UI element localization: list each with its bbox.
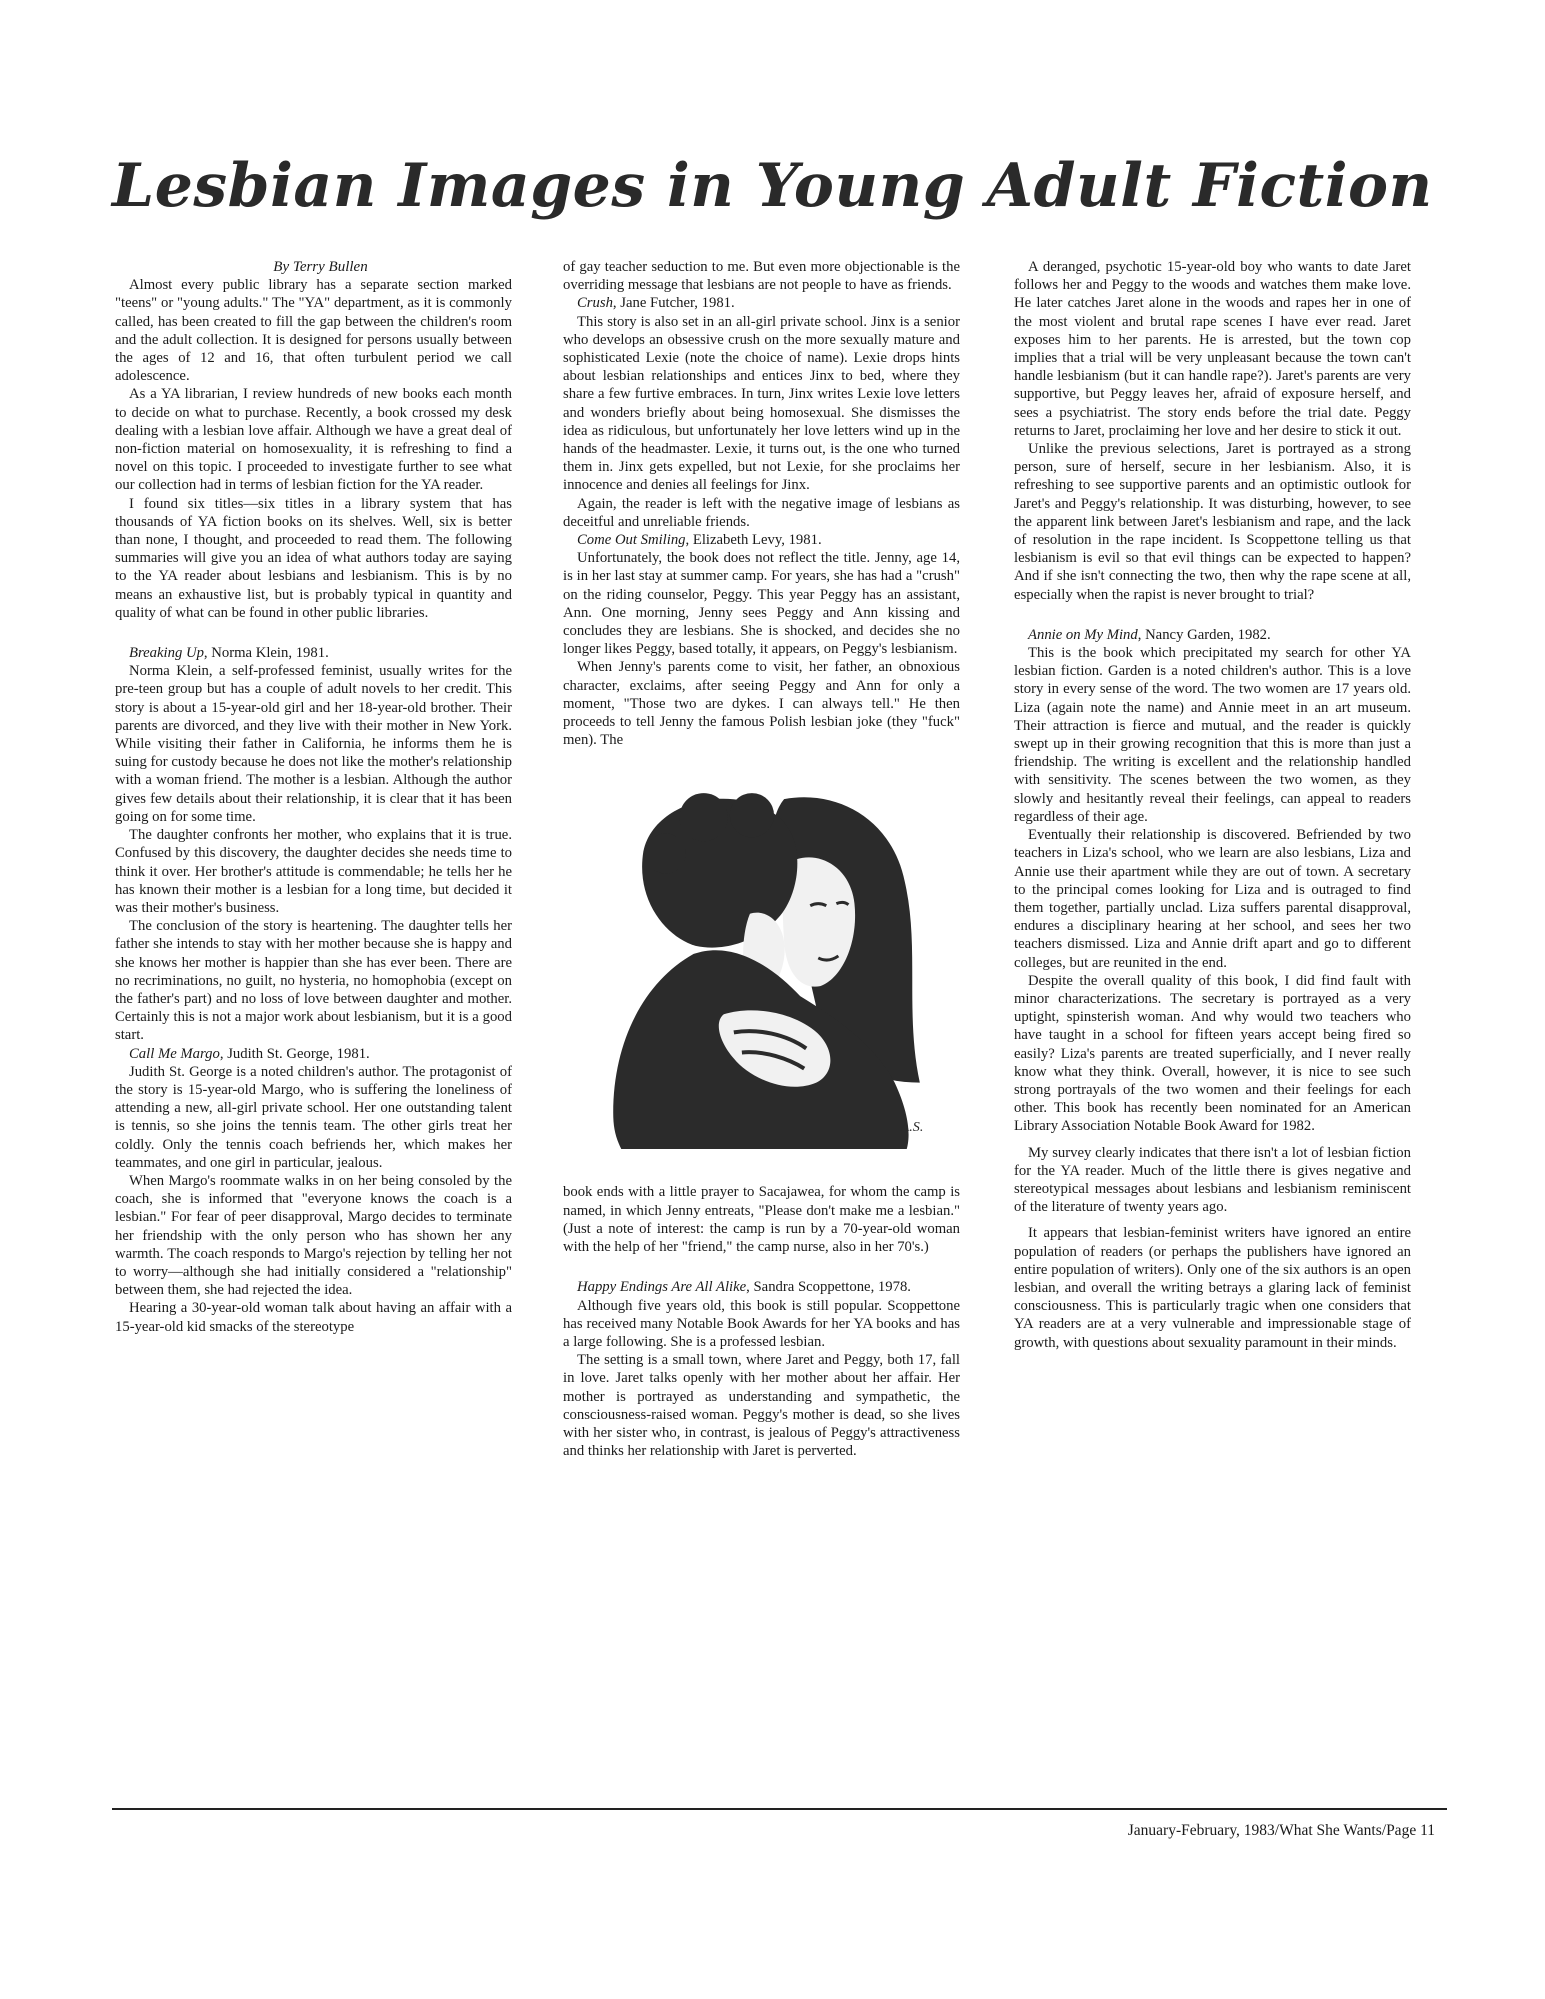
book-heading-crush <box>563 294 960 312</box>
book-title: Come Out Smiling <box>577 532 686 549</box>
review-paragraph: This story is also set in an all-girl private school. Jinx is a senior who develops an obsessive crush on the more sexually mature and sophisticated Lexie (note the choice of name). Lexie drops hints about lesbian relationships and entices Jinx to bed, where they share a few furtive embraces. In turn, Jinx writes Lexie love letters and wonders briefly about being homosexual. She dismisses the idea as ridiculous, but unfortunately her love letters wind up in the hands of the headmaster. Lexie, it turns out, is the one who turned them in. Jinx gets expelled, but not Lexie, for she proclaims her innocence and denies all feelings for Jinx. <box>563 313 960 494</box>
conclusion-paragraph: My survey clearly indicates that there isn't a lot of lesbian fiction for the YA reader. Much of the little there is gives negative and stereotypical messages about lesbians and lesbianism reminiscent of the literature of twenty years ago. <box>1014 1144 1411 1216</box>
book-meta: , Nancy Garden, 1982. <box>1137 626 1271 643</box>
book-meta: , Judith St. George, 1981. <box>219 1045 370 1062</box>
review-paragraph: A deranged, psychotic 15-year-old boy who wants to date Jaret follows her and Peggy to the woods and watches them make love. He later catches Jaret alone in the woods and rapes her in one of the most violent and brutal rape scenes I have ever read. Jaret exposes him to her parents. He is arrested, but the town cop implies that a trial will be very unpleasant because the town can't handle lesbianism (but it can handle rape?). Jaret's parents are very supportive, but Peggy leaves her, afraid of exposure herself, and sees a psychiatrist. The story ends before the trial date. Peggy returns to Jaret, proclaiming her love and her desire to stick it out. <box>1014 259 1411 439</box>
review-paragraph: Unfortunately, the book does not reflect the title. Jenny, age 14, is in her last stay at summer camp. For years, she has had a "crush" on the riding counselor, Peggy. This year Peggy has an assistant, Ann. One morning, Jenny sees Peggy and Ann kissing and concludes they are lesbians. She is shocked, and decides she no longer likes Peggy, based totally, it appears, on Peggy's lesbianism. <box>563 550 960 658</box>
intro-paragraph: I found six titles—six titles in a library system that has thousands of YA fiction books on its shelves. Well, six is better than none, I thought, and proceeded to read them. The following summaries will give you an idea of what authors today are saying to the YA reader about lesbians and lesbianism. This is by no means an exhaustive list, but is probably typical in quantity and quality of what can be found in other public libraries. <box>115 495 512 621</box>
continued-paragraph: of gay teacher seduction to me. But even more objectionable is the overriding message that lesbians are not people to have as friends. <box>563 259 960 294</box>
column-2 <box>563 258 960 1796</box>
review-paragraph: This is the book which precipitated my search for other YA lesbian fiction. Garden is a noted children's author. This is a love story in every sense of the word. The two women are 17 years old. Liza (again note the name) and Annie meet in an art museum. Their attraction is fierce and mutual, and the reader is quickly swept up in their growing recognition that this is more than just a friendship. The writing is excellent and the relationship handled with sensitivity. The scenes between the two women, as they slowly and hesitantly reveal their feelings, can appeal to readers regardless of their age. <box>1014 645 1411 825</box>
book-meta: , Jane Futcher, 1981. <box>612 295 735 312</box>
review-paragraph: When Margo's roommate walks in on her being consoled by the coach, she is informed that "everyone knows the coach is a lesbian." For fear of peer disapproval, Margo decides to terminate her friendship with the only person who has shown her any warmth. The coach responds to Margo's rejection by telling her not to worry—although she had initially considered a "relationship" between them, she had rejected the idea. <box>115 1172 512 1299</box>
footer-rule <box>112 1808 1447 1810</box>
review-paragraph: The setting is a small town, where Jaret and Peggy, both 17, fall in love. Jaret talks openly with her mother about her affair. Her mother is portrayed as understanding and sympathetic, the consciousness-raised woman. Peggy's mother is dead, so she lives with her sister who, in contrast, is jealous of Peggy's attractiveness and thinks her relationship with Jaret is perverted. <box>563 1352 960 1460</box>
book-heading-breaking-up <box>115 644 512 662</box>
review-paragraph: The conclusion of the story is heartening. The daughter tells her father she intends to stay with her mother because she is happy and she knows her mother is happier than she has ever been. There are no recriminations, no guilt, no hysteria, no homophobia (except on the father's part) and no loss of love between daughter and mother. Certainly this is not a major work about lesbianism, but it is a good start. <box>115 918 512 1044</box>
review-paragraph: Unlike the previous selections, Jaret is portrayed as a strong person, sure of herself, secure in her lesbianism. Also, it is refreshing to see supportive parents and an optimistic outlook for Jaret's and Peggy's relationship. It was disturbing, however, to see the apparent link between Jaret's lesbianism and rape, and the lack of resolution in the rape incident. Is Scoppettone telling us that lesbianism is evil so that evil things can be expected to happen? And if she isn't connecting the two, then why the rape scene at all, especially when the rapist is never brought to trial? <box>1014 441 1411 603</box>
book-title: Call Me Margo <box>129 1045 220 1062</box>
book-heading-call-me-margo <box>115 1045 512 1063</box>
book-heading-happy-endings <box>563 1278 960 1296</box>
review-paragraph: The daughter confronts her mother, who explains that it is true. Confused by this discovery, the daughter decides she needs time to think it over. Her brother's attitude is commendable; he tells her he has known their mother is a lesbian for a long time, but decided it was their mother's business. <box>115 827 512 916</box>
book-heading-annie-on-my-mind <box>1014 626 1411 644</box>
book-title: Annie on My Mind <box>1028 626 1138 643</box>
intro-paragraph: Almost every public library has a separate section marked "teens" or "young adults." The "YA" department, as it is commonly called, has been created to fill the gap between the children's room and the adult collection. It is designed for persons usually between the ages of 12 and 16, that often turbulent period we call adolescence. <box>115 277 512 385</box>
book-title: Crush <box>577 295 613 312</box>
book-heading-come-out-smiling <box>563 531 960 549</box>
book-meta: , Norma Klein, 1981. <box>203 645 329 662</box>
review-paragraph: Eventually their relationship is discovered. Befriended by two teachers in Liza's school, who we learn are also lesbians, Liza and Annie use their apartment while they are out of town. A secretary to the principal comes looking for Liza and is outraged to find them together, partially unclad. Liza suffers parental disapproval, endures a disciplinary hearing at her school, and sees her two teachers dismissed. Liza and Annie drift apart and go to different colleges, but are reunited in the end. <box>1014 827 1411 971</box>
intro-paragraph: As a YA librarian, I review hundreds of new books each month to decide on what to purchase. Recently, a book crossed my desk dealing with a lesbian love affair. Although we have a great deal of non-fiction material on homosexuality, it is refreshing to find a novel on this topic. I proceeded to investigate further to see what our collection had in terms of lesbian fiction for the YA reader. <box>115 386 512 494</box>
review-paragraph: Hearing a 30-year-old woman talk about having an affair with a 15-year-old kid smacks of the stereotype <box>115 1300 512 1335</box>
byline: By Terry Bullen <box>273 259 368 275</box>
review-paragraph: Despite the overall quality of this book, I did find fault with minor characterizations. The secretary is portrayed as a very uptight, spinsterish woman. And why would two teachers who have taught in a school for fifteen years accept being fired so easily? Liza's parents are treated superficially, and I never really know what they think. Overall, however, it is nice to see such strong portrayals of the two women and their feelings for each other. This book has recently been nominated for an American Library Association Notable Book Award for 1982. <box>1014 972 1411 1135</box>
page-footer: January-February, 1983/What She Wants/Page 11 <box>1127 1822 1435 1839</box>
review-paragraph: Norma Klein, a self-professed feminist, usually writes for the pre-teen group but has a couple of adult novels to her credit. This story is about a 15-year-old girl and her 18-year-old brother. Their parents are divorced, and they live with their mother in New York. While visiting their father in California, he informs them he is suing for custody because he does not like the mother's relationship with a woman friend. The mother is a lesbian. Although the author gives few details about their relationship, it is clear that it has been going on for some time. <box>115 663 512 825</box>
book-meta: , Sandra Scoppettone, 1978. <box>746 1279 911 1296</box>
book-meta: , Elizabeth Levy, 1981. <box>685 532 822 549</box>
review-paragraph: Although five years old, this book is still popular. Scoppettone has received many Notable Book Awards for her YA books and has a large following. She is a professed lesbian. <box>563 1297 960 1350</box>
conclusion-paragraph: It appears that lesbian-feminist writers have ignored an entire population of readers (or perhaps the publishers have ignored an entire population of writers). Only one of the six authors is an open lesbian, and overall the writing betrays a glaring lack of feminist consciousness. This is particularly tragic when one considers that YA readers are at a very vulnerable and impressionable stage of growth, with questions about sexuality paramount in their minds. <box>1014 1225 1411 1351</box>
column-3 <box>1014 258 1411 1796</box>
review-paragraph: Again, the reader is left with the negative image of lesbians as deceitful and unreliable friends. <box>563 495 960 530</box>
article-title: Lesbian Images in Young Adult Fiction <box>112 151 1433 221</box>
review-paragraph: Judith St. George is a noted children's author. The protagonist of the story is 15-year-old Margo, who is suffering the loneliness of attending a new, all-girl private school. Her one outstanding talent is tennis, so she joins the tennis team. The other girls treat her coldly. Only the tennis coach befriends her, which makes her teammates, and one girl in particular, jealous. <box>115 1063 512 1171</box>
review-paragraph: book ends with a little prayer to Sacajawea, for whom the camp is named, in which Jenny entreats, "Please don't make me a lesbian." (Just a note of interest: the camp is run by a 70-year-old woman with the help of her "friend," the camp nurse, also in her 70's.) <box>563 1184 960 1256</box>
book-title: Breaking Up <box>129 645 204 662</box>
book-title: Happy Endings Are All Alike <box>577 1279 747 1296</box>
column-1 <box>115 258 512 1796</box>
illustration-signature: A.S. <box>900 1119 924 1136</box>
embracing-women-illustration <box>573 781 955 1153</box>
review-paragraph: When Jenny's parents come to visit, her father, an obnoxious character, exclaims, after seeing Peggy and Ann for only a moment, "Those two are dykes. I can always tell." He then proceeds to tell Jenny the famous Polish lesbian joke (they "fuck" men). The <box>563 659 960 749</box>
